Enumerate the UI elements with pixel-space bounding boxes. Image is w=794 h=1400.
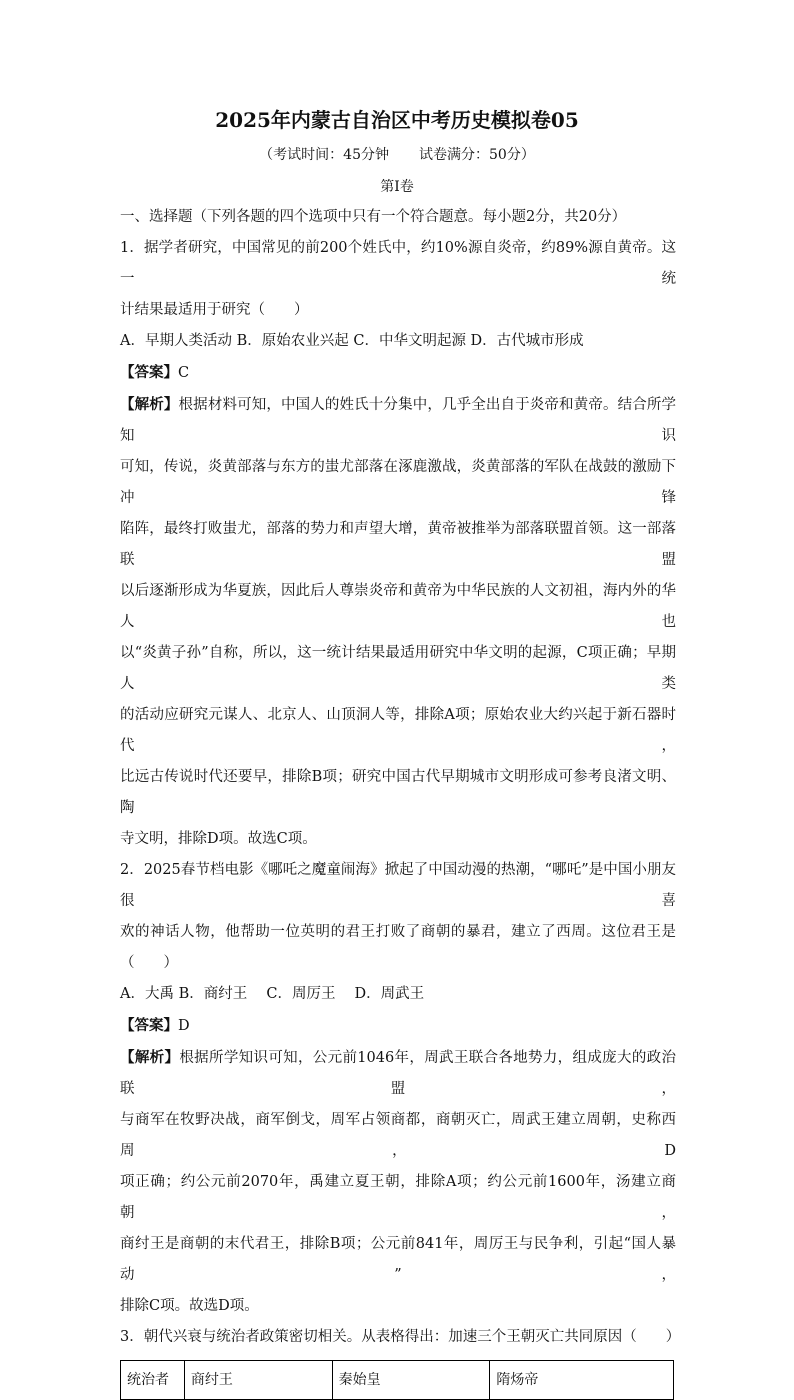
exam-info bbox=[0, 144, 794, 164]
q2-analysis-line: 【解析】根据所学知识可知，公元前1046年，周武王联合各地势力，组成庞大的政治联盟， bbox=[120, 1049, 676, 1097]
analysis-tag: 【解析】 bbox=[120, 1049, 180, 1066]
answer-value: C bbox=[178, 365, 190, 381]
table-header-cell: 统治者 bbox=[121, 1361, 185, 1400]
answer-value: D bbox=[178, 1018, 190, 1034]
q1-analysis-line: 的活动应研究元谋人、北京人、山顶洞人等，排除A项；原始农业大约兴起于新石器时代， bbox=[120, 707, 676, 754]
q2-answer bbox=[120, 1010, 676, 1042]
q1-analysis-line: 【解析】根据材料可知，中国人的姓氏十分集中，几乎全出自于炎帝和黄帝。结合所学知识 bbox=[120, 396, 677, 444]
q1-analysis-line: 比远古传说时代还要早，排除B项；研究中国古代早期城市文明形成可参考良渚文明、陶 bbox=[120, 769, 676, 816]
volume-label: 第I卷 bbox=[380, 179, 414, 195]
q1-stem-line: 计结果最适用于研究（ ） bbox=[120, 302, 309, 318]
q2-analysis-line: 与商军在牧野决战，商军倒戈，周军占领商都，商朝灭亡，周武王建立周朝，史称西周，D bbox=[120, 1112, 676, 1159]
analysis-tag: 【解析】 bbox=[120, 396, 179, 413]
table-header-cell: 隋炀帝 bbox=[490, 1361, 674, 1400]
exam-time: （考试时间：45分钟 bbox=[259, 147, 389, 163]
answer-tag: 【答案】 bbox=[120, 1017, 178, 1034]
q3-stem: 3．朝代兴衰与统治者政策密切相关。从表格得出：加速三个王朝灭亡共同原因（ ） bbox=[120, 1329, 681, 1345]
q1-answer bbox=[120, 357, 676, 389]
q2-stem-line: 欢的神话人物，他帮助一位英明的君王打败了商朝的暴君，建立了西周。这位君王是 bbox=[120, 924, 676, 940]
q2-analysis-line: 项正确；约公元前2070年，禹建立夏王朝，排除A项；约公元前1600年，汤建立商朝， bbox=[120, 1174, 676, 1221]
question-content bbox=[120, 202, 681, 1400]
q1-analysis-line: 寺文明，排除D项。故选C项。 bbox=[120, 831, 317, 847]
page-title: 2025年内蒙古自治区中考历史模拟卷05 bbox=[215, 108, 579, 132]
q1-analysis-line: 可知，传说，炎黄部落与东方的蚩尤部落在涿鹿激战，炎黄部落的军队在战鼓的激励下冲锋 bbox=[120, 459, 676, 506]
q1-stem-line: 1．据学者研究，中国常见的前200个姓氏中，约10%源自炎帝，约89%源自黄帝。这一统 bbox=[120, 240, 676, 287]
q1-analysis-line: 以后逐渐形成为华夏族，因此后人尊崇炎帝和黄帝为中华民族的人文初祖，海内外的华人也 bbox=[120, 583, 676, 630]
rulers-table bbox=[120, 1360, 674, 1400]
q2-stem-line: 2．2025春节档电影《哪吒之魔童闹海》掀起了中国动漫的热潮，“哪吒”是中国小朋友很喜 bbox=[120, 862, 676, 909]
full-score: 试卷满分：50分） bbox=[419, 147, 535, 163]
q1-analysis-line: 陷阵，最终打败蚩尤，部落的势力和声望大增，黄帝被推举为部落联盟首领。这一部落联盟 bbox=[120, 521, 676, 568]
answer-tag: 【答案】 bbox=[120, 364, 178, 381]
table-header-cell: 秦始皇 bbox=[332, 1361, 490, 1400]
q2-analysis-line: 商纣王是商朝的末代君王，排除B项；公元前841年，周厉王与民争利，引起“国人暴动”， bbox=[120, 1236, 676, 1283]
q2-options: A．大禹 B．商纣王 C．周厉王 D．周武王 bbox=[120, 986, 425, 1002]
q1-options: A．早期人类活动 B．原始农业兴起 C．中华文明起源 D．古代城市形成 bbox=[120, 333, 584, 349]
q2-analysis-line: 排除C项。故选D项。 bbox=[120, 1298, 259, 1314]
q1-analysis-line: 以“炎黄子孙”自称，所以，这一统计结果最适用研究中华文明的起源，C项正确；早期人类 bbox=[120, 645, 676, 692]
table-header-cell: 商纣王 bbox=[184, 1361, 332, 1400]
q2-stem-line: （ ） bbox=[120, 955, 178, 971]
section-heading: 一、选择题（下列各题的四个选项中只有一个符合题意。每小题2分，共20分） bbox=[120, 209, 627, 225]
table-row bbox=[121, 1361, 674, 1400]
